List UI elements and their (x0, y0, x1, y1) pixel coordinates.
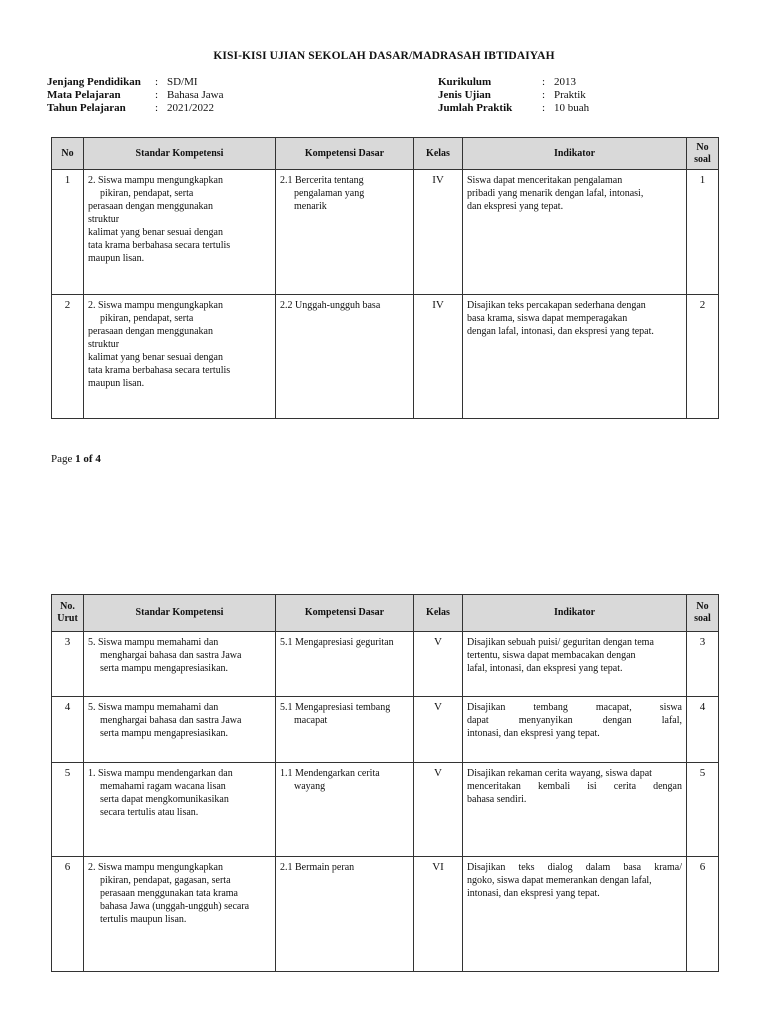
col-header-standar-kompetensi: Standar Kompetensi (84, 138, 276, 170)
meta-left (47, 76, 224, 115)
cell-no-soal: 3 (687, 632, 719, 697)
meta-value: SD/MI (167, 76, 198, 88)
sk-line: 2. Siswa mampu mengungkapkan (88, 862, 223, 873)
kd-line: 5.1 Mengapresiasi geguritan (280, 637, 394, 648)
sk-line: 5. Siswa mampu memahami dan (88, 637, 219, 648)
meta-value: 2013 (554, 76, 576, 88)
meta-label: Jumlah Praktik (438, 102, 513, 114)
cell-kompetensi-dasar (276, 295, 414, 419)
sk-line: perasaan dengan menggunakan (88, 201, 213, 212)
col-header-kelas: Kelas (414, 138, 463, 170)
page-total: 4 (95, 453, 101, 465)
col-header-no-soal: No soal (687, 595, 719, 632)
cell-standar-kompetensi (84, 170, 276, 295)
document-title: KISI-KISI UJIAN SEKOLAH DASAR/MADRASAH IBTIDAIYAH (213, 50, 555, 62)
table-row (52, 632, 719, 697)
sk-line: serta dapat mengkomunikasikan (100, 794, 229, 805)
indikator-line: Disajikan teks percakapan sederhana dengan (467, 300, 646, 311)
indikator-line: bahasa sendiri. (467, 794, 527, 805)
col-header-indikator: Indikator (463, 138, 687, 170)
sk-line: memahami ragam wacana lisan (100, 781, 226, 792)
sk-line: tata krama berbahasa secara tertulis (88, 240, 231, 251)
meta-label: Jenjang Pendidikan (47, 76, 141, 88)
page-current: 1 (75, 453, 81, 465)
indikator-line: dengan lafal, intonasi, dan ekspresi yang tepat. (467, 326, 654, 337)
col-header-no: No (52, 138, 84, 170)
cell-kompetensi-dasar (276, 857, 414, 972)
indikator-line: pribadi yang menarik dengan lafal, intonasi, (467, 188, 644, 199)
cell-kompetensi-dasar (276, 632, 414, 697)
meta-colon: : (542, 102, 546, 114)
meta-value: 10 buah (554, 102, 590, 114)
meta-label: Jenis Ujian (438, 89, 491, 101)
kd-line: menarik (294, 201, 327, 212)
cell-no-soal: 5 (687, 763, 719, 857)
cell-standar-kompetensi (84, 632, 276, 697)
indikator-line: Disajikan teks dialog dalam basa krama/ (467, 862, 682, 873)
col-header-kelas: Kelas (414, 595, 463, 632)
sk-line: maupun lisan. (88, 378, 145, 389)
sk-line: serta mampu mengapresiasikan. (100, 663, 229, 674)
cell-kompetensi-dasar (276, 170, 414, 295)
indikator-line: dapat menyanyikan dengan lafal, (467, 715, 682, 726)
meta-value: Bahasa Jawa (167, 89, 224, 101)
cell-indikator (463, 857, 687, 972)
cell-no: 4 (52, 697, 84, 763)
col-header-indikator: Indikator (463, 595, 687, 632)
sk-line: secara tertulis atau lisan. (100, 807, 199, 818)
page-of: of (83, 453, 93, 465)
sk-line: 2. Siswa mampu mengungkapkan (88, 175, 223, 186)
meta-value: 2021/2022 (167, 102, 215, 114)
cell-kelas: V (414, 763, 463, 857)
cell-no-soal: 2 (687, 295, 719, 419)
indikator-line: intonasi, dan ekspresi yang tepat. (467, 728, 600, 739)
table-header-row (52, 138, 719, 170)
meta-colon: : (542, 89, 546, 101)
meta-colon: : (155, 102, 159, 114)
cell-no: 1 (52, 170, 84, 295)
indikator-line: lafal, intonasi, dan ekspresi yang tepat. (467, 663, 623, 674)
sk-line: struktur (88, 339, 120, 350)
cell-standar-kompetensi (84, 763, 276, 857)
cell-kompetensi-dasar (276, 697, 414, 763)
meta-row (438, 89, 589, 102)
sk-line: bahasa Jawa (unggah-ungguh) secara (100, 901, 250, 912)
cell-standar-kompetensi (84, 295, 276, 419)
sk-line: kalimat yang benar sesuai dengan (88, 352, 223, 363)
sk-line: 2. Siswa mampu mengungkapkan (88, 300, 223, 311)
col-header-kompetensi-dasar: Kompetensi Dasar (276, 595, 414, 632)
col-header-no-urut: No. Urut (52, 595, 84, 632)
cell-kompetensi-dasar (276, 763, 414, 857)
cell-indikator (463, 295, 687, 419)
meta-row (438, 76, 589, 89)
kd-line: pengalaman yang (294, 188, 365, 199)
indikator-line: Disajikan tembang macapat, siswa (467, 702, 682, 713)
meta-label: Mata Pelajaran (47, 89, 121, 101)
sk-line: menghargai bahasa dan sastra Jawa (100, 715, 242, 726)
kd-line: macapat (294, 715, 328, 726)
sk-line: pikiran, pendapat, gagasan, serta (100, 875, 231, 886)
kd-line: 2.1 Bermain peran (280, 862, 355, 873)
cell-no: 6 (52, 857, 84, 972)
sk-line: struktur (88, 214, 120, 225)
meta-right (438, 76, 589, 115)
cell-standar-kompetensi (84, 857, 276, 972)
indikator-line: Disajikan sebuah puisi/ geguritan dengan tema (467, 637, 654, 648)
col-header-kompetensi-dasar: Kompetensi Dasar (276, 138, 414, 170)
kd-line: wayang (294, 781, 326, 792)
sk-line: maupun lisan. (88, 253, 145, 264)
meta-row (438, 102, 589, 115)
kisi-kisi-table-page-1 (51, 137, 719, 419)
table-row (52, 697, 719, 763)
cell-indikator (463, 697, 687, 763)
sk-line: perasaan menggunakan tata krama (100, 888, 238, 899)
meta-colon: : (155, 76, 159, 88)
col-header-standar-kompetensi: Standar Kompetensi (84, 595, 276, 632)
page-indicator (51, 453, 101, 465)
meta-label: Tahun Pelajaran (47, 102, 126, 114)
cell-kelas: V (414, 697, 463, 763)
sk-line: pikiran, pendapat, serta (100, 313, 194, 324)
meta-value: Praktik (554, 89, 586, 101)
meta-row (47, 89, 224, 102)
cell-indikator (463, 632, 687, 697)
indikator-line: tertentu, siswa dapat membacakan dengan (467, 650, 636, 661)
sk-line: menghargai bahasa dan sastra Jawa (100, 650, 242, 661)
indikator-line: Siswa dapat menceritakan pengalaman (467, 175, 623, 186)
kd-line: 1.1 Mendengarkan cerita (280, 768, 380, 779)
table-row (52, 763, 719, 857)
meta-label: Kurikulum (438, 76, 492, 88)
meta-row (47, 76, 224, 89)
sk-line: kalimat yang benar sesuai dengan (88, 227, 223, 238)
sk-line: 5. Siswa mampu memahami dan (88, 702, 219, 713)
col-header-no-soal: No soal (687, 138, 719, 170)
table-row (52, 857, 719, 972)
sk-line: pikiran, pendapat, serta (100, 188, 194, 199)
table-row (52, 295, 719, 419)
cell-no-soal: 4 (687, 697, 719, 763)
indikator-line: Disajikan rekaman cerita wayang, siswa dapat (467, 768, 652, 779)
page-prefix: Page (51, 453, 73, 465)
sk-line: 1. Siswa mampu mendengarkan dan (88, 768, 233, 779)
indikator-line: intonasi, dan ekspresi yang tepat. (467, 888, 600, 899)
kd-line: 2.2 Unggah-ungguh basa (280, 300, 381, 311)
cell-no: 5 (52, 763, 84, 857)
cell-kelas: IV (414, 295, 463, 419)
cell-kelas: V (414, 632, 463, 697)
cell-no: 2 (52, 295, 84, 419)
cell-kelas: VI (414, 857, 463, 972)
sk-line: tata krama berbahasa secara tertulis (88, 365, 231, 376)
meta-row (47, 102, 224, 115)
meta-colon: : (155, 89, 159, 101)
cell-no: 3 (52, 632, 84, 697)
cell-indikator (463, 763, 687, 857)
kisi-kisi-table-page-2 (51, 594, 719, 972)
table-header-row (52, 595, 719, 632)
sk-line: tertulis maupun lisan. (100, 914, 187, 925)
kd-line: 5.1 Mengapresiasi tembang (280, 702, 391, 713)
indikator-line: basa krama, siswa dapat memperagakan (467, 313, 628, 324)
cell-no-soal: 1 (687, 170, 719, 295)
meta-colon: : (542, 76, 546, 88)
sk-line: serta mampu mengapresiasikan. (100, 728, 229, 739)
indikator-line: menceritakan kembali isi cerita dengan (467, 781, 682, 792)
indikator-line: dan ekspresi yang tepat. (467, 201, 564, 212)
indikator-line: ngoko, siswa dapat memerankan dengan lafal, (467, 875, 652, 886)
table-row (52, 170, 719, 295)
cell-standar-kompetensi (84, 697, 276, 763)
cell-no-soal: 6 (687, 857, 719, 972)
cell-indikator (463, 170, 687, 295)
sk-line: perasaan dengan menggunakan (88, 326, 213, 337)
kd-line: 2.1 Bercerita tentang (280, 175, 364, 186)
cell-kelas: IV (414, 170, 463, 295)
